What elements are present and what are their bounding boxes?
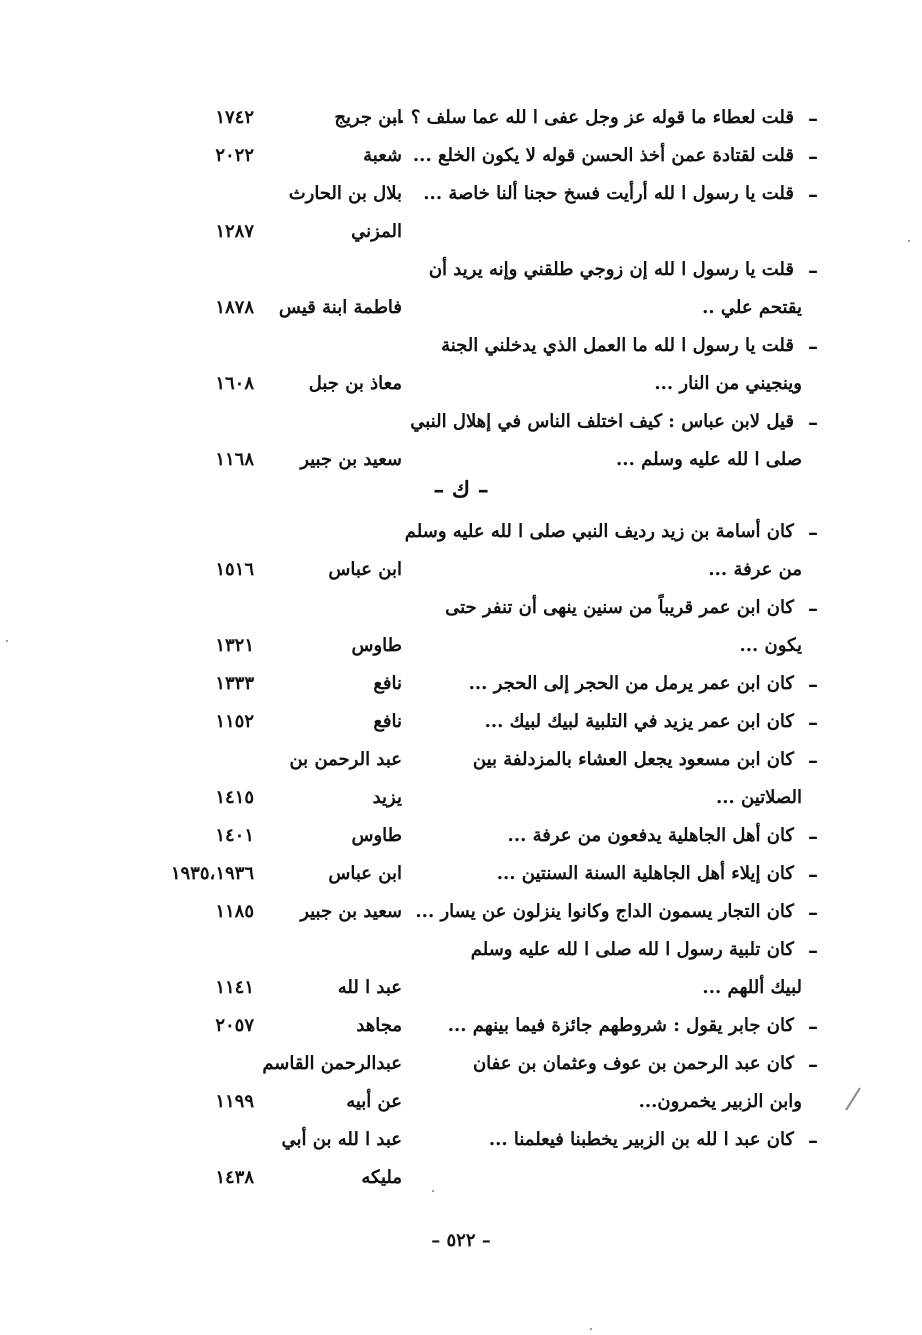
narrator-name: سعيد بن جبير	[300, 901, 402, 922]
section-heading-kaf: – ك –	[433, 477, 489, 503]
entry-dash: –	[808, 938, 818, 962]
index-row	[0, 176, 922, 214]
hadith-incipit: قلت يا رسول ا لله ما العمل الذي يدخلني الجنة	[441, 335, 794, 356]
hadith-number: ١٧٤٢	[215, 107, 254, 128]
scan-speck	[432, 1190, 434, 1192]
hadith-incipit: قيل لابن عباس : كيف اختلف الناس في إهلال النبي	[410, 411, 794, 432]
narrator-name: طاوس	[351, 825, 402, 846]
entry-dash: –	[808, 710, 818, 734]
index-row	[0, 932, 922, 970]
index-row	[0, 818, 922, 856]
narrator-name: يزيد	[372, 787, 402, 808]
index-row	[0, 628, 922, 666]
hadith-incipit: كان أسامة بن زيد رديف النبي صلى ا لله عليه وسلم	[404, 521, 794, 542]
index-row	[0, 1046, 922, 1084]
index-row	[0, 514, 922, 552]
index-row	[0, 552, 922, 590]
hadith-number: ١٤٣٨	[215, 1167, 254, 1188]
hadith-number: ٢٠٢٢	[215, 145, 254, 166]
index-row	[0, 328, 922, 366]
hadith-number: ١٢٨٧	[215, 221, 254, 242]
index-row	[0, 442, 922, 480]
index-row	[0, 590, 922, 628]
index-row	[0, 1122, 922, 1160]
narrator-name: نافع	[373, 711, 402, 732]
hadith-number: ١٥١٦	[215, 559, 254, 580]
hadith-incipit: كان ابن عمر قريباً من سنين ينهى أن تنفر حتى	[445, 597, 794, 618]
index-row	[0, 666, 922, 704]
index-row	[0, 704, 922, 742]
hadith-number: ٢٠٥٧	[215, 1015, 254, 1036]
hadith-incipit: كان إيلاء أهل الجاهلية السنة السنتين ...	[496, 863, 794, 884]
index-row	[0, 138, 922, 176]
entry-dash: –	[808, 672, 818, 696]
narrator-name: شعبة	[363, 145, 402, 166]
hadith-incipit: يقتحم علي ..	[702, 297, 802, 318]
index-row	[0, 1084, 922, 1122]
entry-dash: –	[808, 596, 818, 620]
scan-speck	[590, 1328, 592, 1330]
narrator-name: ابن عباس	[328, 863, 402, 884]
hadith-incipit: وينجيني من النار ...	[654, 373, 802, 394]
index-row	[0, 214, 922, 252]
narrator-name: عبدالرحمن القاسم	[262, 1053, 402, 1074]
hadith-incipit: قلت يا رسول ا لله أرأيت فسخ حجنا ألنا خاصة ...	[423, 183, 794, 204]
hadith-number: ١١٤١	[215, 977, 254, 998]
hadith-incipit: كان عبد ا لله بن الزبير يخطبنا فيعلمنا ...	[488, 1129, 794, 1150]
hadith-incipit: قلت لقتادة عمن أخذ الحسن قوله لا يكون الخلع ...	[412, 145, 794, 166]
hadith-incipit: كان التجار يسمون الداج وكانوا ينزلون عن يسار ...	[415, 901, 794, 922]
hadith-incipit: كان أهل الجاهلية يدفعون من عرفة ...	[507, 825, 794, 846]
entry-dash: –	[808, 410, 818, 434]
hadith-incipit: لبيك أللهم ...	[702, 977, 802, 998]
hadith-number: ١٣٣٣	[215, 673, 254, 694]
scan-speck	[6, 640, 8, 642]
narrator-name: سعيد بن جبير	[300, 449, 402, 470]
hadith-incipit: قلت لعطاء ما قوله عز وجل عفى ا لله عما سلف ؟ ...	[385, 107, 794, 128]
hadith-incipit: صلى ا لله عليه وسلم ...	[616, 449, 802, 470]
entry-dash: –	[808, 900, 818, 924]
hadith-number: ١٨٧٨	[215, 297, 254, 318]
entry-dash: –	[808, 1052, 818, 1076]
narrator-name: مليكه	[361, 1167, 402, 1188]
hadith-number: ١٩٣٥،١٩٣٦	[170, 863, 254, 884]
entry-dash: –	[808, 334, 818, 358]
hadith-incipit: من عرفة ...	[708, 559, 802, 580]
entry-dash: –	[808, 258, 818, 282]
hadith-incipit: كان ابن عمر يزيد في التلبية لبيك لبيك ...	[484, 711, 794, 732]
index-row	[0, 252, 922, 290]
narrator-name: مجاهد	[356, 1015, 402, 1036]
hadith-number: ١٣٢١	[215, 635, 254, 656]
index-row	[0, 1008, 922, 1046]
index-row	[0, 780, 922, 818]
hadith-incipit: كان تلبية رسول ا لله صلى ا لله عليه وسلم	[470, 939, 794, 960]
index-row	[0, 404, 922, 442]
entry-dash: –	[808, 748, 818, 772]
hadith-number: ١٤٠١	[215, 825, 254, 846]
narrator-name: معاذ بن جبل	[308, 373, 402, 394]
index-row	[0, 366, 922, 404]
page-number: – ٥٢٢ –	[431, 1230, 491, 1251]
entry-dash: –	[808, 862, 818, 886]
hadith-number: ١١٩٩	[215, 1091, 254, 1112]
hadith-incipit: وابن الزبير يخمرون...	[638, 1091, 802, 1112]
hadith-number: ١١٨٥	[215, 901, 254, 922]
narrator-name: طاوس	[351, 635, 402, 656]
narrator-name: فاطمة ابنة قيس	[278, 297, 402, 318]
narrator-name: عبد ا لله	[337, 977, 402, 998]
narrator-name: نافع	[373, 673, 402, 694]
index-row	[0, 856, 922, 894]
entry-dash: –	[808, 824, 818, 848]
entry-dash: –	[808, 520, 818, 544]
hadith-incipit: الصلاتين ...	[715, 787, 802, 808]
entry-dash: –	[808, 1014, 818, 1038]
hadith-incipit: كان جابر يقول : شروطهم جائزة فيما بينهم ...	[447, 1015, 794, 1036]
entry-dash: –	[808, 106, 818, 130]
hadith-incipit: كان عبد الرحمن بن عوف وعثمان بن عفان	[472, 1053, 794, 1074]
hadith-number: ١١٦٨	[215, 449, 254, 470]
entry-dash: –	[808, 182, 818, 206]
narrator-name: عبد الرحمن بن	[289, 749, 402, 770]
index-row	[0, 100, 922, 138]
hadith-number: ١٦٠٨	[215, 373, 254, 394]
hadith-number: ١١٥٢	[215, 711, 254, 732]
hadith-incipit: قلت يا رسول ا لله إن زوجي طلقني وإنه يريد أن	[428, 259, 794, 280]
narrator-name: عبد ا لله بن أبي	[281, 1129, 402, 1150]
hadith-incipit: يكون ...	[739, 635, 802, 656]
narrator-name: المزني	[351, 221, 402, 242]
index-row	[0, 1160, 922, 1198]
hadith-number: ١٤١٥	[215, 787, 254, 808]
narrator-name: ابن جريج	[334, 107, 402, 128]
index-row	[0, 290, 922, 328]
entry-dash: –	[808, 1128, 818, 1152]
index-row	[0, 894, 922, 932]
index-row	[0, 970, 922, 1008]
hadith-incipit: كان ابن عمر يرمل من الحجر إلى الحجر ...	[468, 673, 794, 694]
narrator-name: عن أبيه	[346, 1091, 402, 1112]
narrator-name: بلال بن الحارث	[288, 183, 402, 204]
entry-dash: –	[808, 144, 818, 168]
narrator-name: ابن عباس	[328, 559, 402, 580]
hadith-incipit: كان ابن مسعود يجعل العشاء بالمزدلفة بين	[472, 749, 794, 770]
scan-speck	[908, 240, 910, 242]
index-row	[0, 742, 922, 780]
